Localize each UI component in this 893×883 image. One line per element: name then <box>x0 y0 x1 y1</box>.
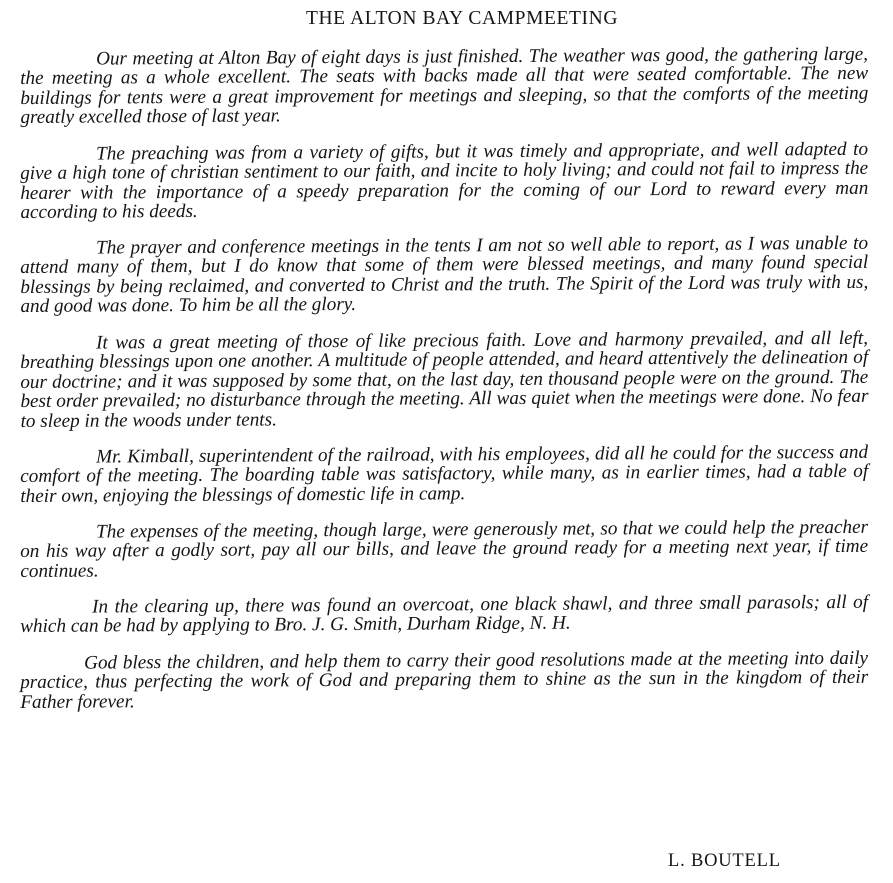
paragraph-1: Our meeting at Alton Bay of eight days is just finished. The weather was good, the gathering large, the meeting as a whole excellent. The seats with backs made all that were seated comfortable. The new buildings for tents were a great improvement for meetings and sleeping, so that the comforts of the meeting greatly excelled those of last year. <box>20 43 869 129</box>
paragraph-6: The expenses of the meeting, though large, were generously met, so that we could help the preacher on his way after a godly sort, pay all our bills, and leave the ground ready for a meeting next year, if time continues. <box>20 516 869 582</box>
author-signature: L. BOUTELL <box>668 851 781 871</box>
paragraph-2: The preaching was from a variety of gifts, but it was timely and appropriate, and well adapted to give a high tone of christian sentiment to our faith, and incite to holy living; and could not fail to impress the hearer with the importance of a speedy preparation for the coming of our Lord to reward every man according to his deeds. <box>20 138 869 223</box>
paragraph-8: God bless the children, and help them to carry their good resolutions made at the meeting into daily practice, thus perfecting the work of God and preparing them to shine as the sun in the kingdom of their Father forever. <box>20 647 869 713</box>
paragraph-5: Mr. Kimball, superintendent of the railroad, with his employees, did all he could for the success and comfort of the meeting. The boarding table was satisfactory, while many, as in earlier times, had a table of their own, enjoying the blessings of domestic life in camp. <box>20 441 869 507</box>
document-title: THE ALTON BAY CAMPMEETING <box>305 8 619 29</box>
document-page <box>20 8 868 729</box>
paragraph-7: In the clearing up, there was found an overcoat, one black shawl, and three small parasols; all of which can be had by applying to Bro. J. G. Smith, Durham Ridge, N. H. <box>20 592 869 638</box>
paragraph-4: It was a great meeting of those of like precious faith. Love and harmony prevailed, and all left, breathing blessings upon one another. A multitude of people attended, and heard attentively the delineation of our doctrine; and it was supposed by some that, on the last day, ten thousand people were on the ground. The best order prevailed; no disturbance through the meeting. All was quiet when the meetings were done. No fear to sleep in the woods under tents. <box>20 327 869 432</box>
paragraph-3: The prayer and conference meetings in the tents I am not so well able to report, as I was unable to attend many of them, but I do know that some of them were blessed meetings, and many found special blessings by being reclaimed, and converted to Christ and the truth. The Spirit of the Lord was truly with us, and good was done. To him be all the glory. <box>20 233 869 318</box>
